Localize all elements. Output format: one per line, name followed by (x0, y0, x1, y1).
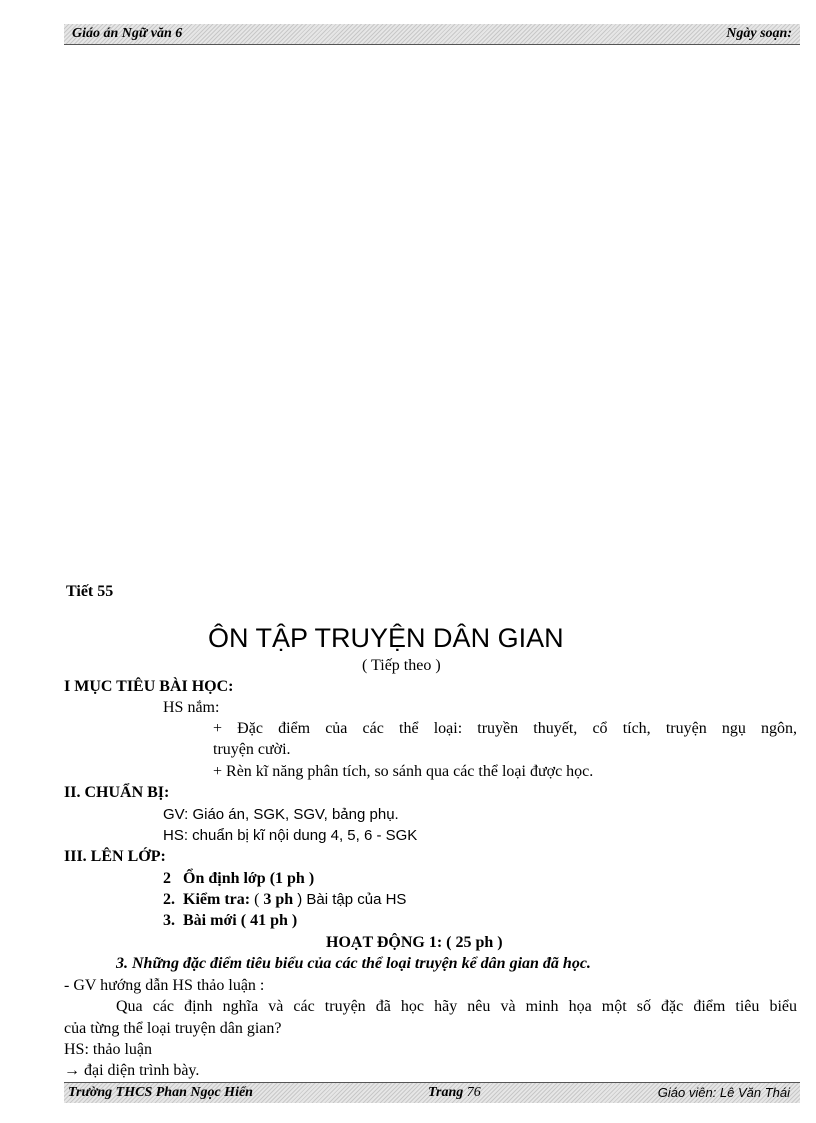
step2-paren: ( (254, 891, 260, 908)
arrow-right-icon: → (64, 1062, 80, 1079)
section1-point1-line2: truyện cười. (213, 741, 291, 758)
section3-step1 (163, 869, 314, 889)
lesson-period: Tiết 55 (66, 583, 114, 600)
step2-rest: ) Bài tập của HS (297, 891, 407, 908)
page-footer (64, 1082, 800, 1103)
section1-intro: HS nắm: (163, 699, 220, 716)
footer-page-label: Trang (428, 1085, 464, 1100)
activity-present (64, 1061, 199, 1081)
section1-point2: + Rèn kĩ năng phân tích, so sánh qua các thể loại được học. (213, 763, 594, 780)
activity-question-line1: Qua các định nghĩa và các truyện đã học hãy nêu và minh họa một số đặc điểm tiêu biểu (116, 998, 797, 1015)
page-header (64, 24, 800, 45)
step1-label: Ổn định lớp (183, 870, 266, 887)
activity-heading: HOẠT ĐỘNG 1: ( 25 ph ) (326, 934, 503, 951)
section2-heading: II. CHUẨN BỊ: (64, 784, 170, 801)
activity-subheading: 3. Những đặc điểm tiêu biểu của các thể loại truyện kể dân gian đã học. (116, 955, 591, 972)
activity-hs-discuss: HS: thảo luận (64, 1041, 152, 1058)
activity-question-line2: của từng thể loại truyện dân gian? (64, 1020, 282, 1037)
step2-number: 2. (163, 891, 175, 908)
header-date-label: Ngày soạn: (726, 26, 792, 41)
section2-gv: GV: Giáo án, SGK, SGV, bảng phụ. (163, 806, 399, 823)
step1-number: 2 (163, 870, 171, 887)
step2-label: Kiểm tra: (183, 891, 251, 908)
activity-guide: - GV hướng dẫn HS thảo luận : (64, 977, 265, 994)
present-text: đại diện trình bày. (84, 1062, 200, 1079)
step1-time: (1 ph ) (269, 870, 315, 887)
section3-step2 (163, 890, 406, 910)
step3-number: 3. (163, 912, 175, 929)
section3-step3 (163, 911, 297, 931)
header-subject: Giáo án Ngữ văn 6 (72, 26, 183, 41)
lesson-title: ÔN TẬP TRUYỆN DÂN GIAN (208, 623, 564, 653)
step3-label: Bài mới ( 41 ph ) (183, 912, 298, 929)
section2-hs: HS: chuẩn bị kĩ nội dung 4, 5, 6 - SGK (163, 827, 418, 844)
footer-school: Trường THCS Phan Ngọc Hiển (68, 1085, 253, 1100)
section3-heading: III. LÊN LỚP: (64, 848, 166, 865)
footer-teacher: Giáo viên: Lê Văn Thái (657, 1085, 790, 1100)
section1-heading: I MỤC TIÊU BÀI HỌC: (64, 678, 234, 695)
step2-time: 3 ph (263, 891, 294, 908)
section1-point1-line1: + Đặc điểm của các thể loại: truyền thuyết, cổ tích, truyện ngụ ngôn, (213, 720, 797, 737)
footer-page-number: 76 (466, 1085, 481, 1100)
lesson-subtitle: ( Tiếp theo ) (362, 657, 441, 674)
footer-page (428, 1085, 481, 1101)
